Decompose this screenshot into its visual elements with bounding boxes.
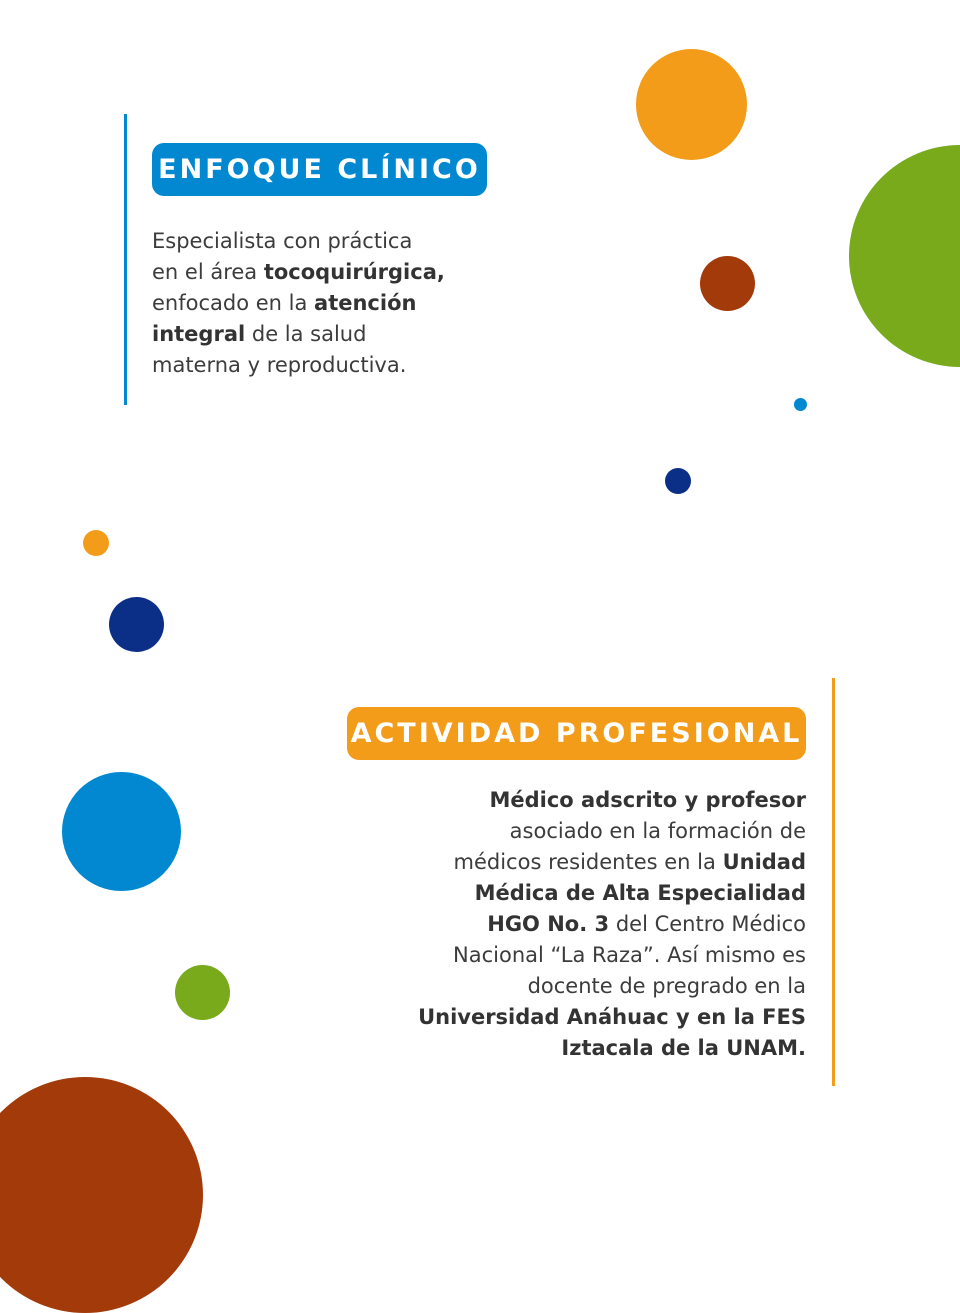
professional-text-line xyxy=(418,847,806,878)
bold-text-run: Médica de Alta Especialidad xyxy=(474,881,806,905)
professional-text-line xyxy=(418,909,806,940)
blue-dot-tiny xyxy=(794,398,807,411)
professional-text-line xyxy=(418,878,806,909)
text-run: en el área xyxy=(152,260,264,284)
text-run: docente de pregrado en la xyxy=(527,974,806,998)
navy-circle-medium-left xyxy=(109,597,164,652)
professional-text-line xyxy=(418,1033,806,1064)
text-run: Especialista con práctica xyxy=(152,229,413,253)
green-circle-large-right xyxy=(849,145,960,367)
text-run: médicos residentes en la xyxy=(453,850,723,874)
bold-text-run: Universidad Anáhuac y en la FES xyxy=(418,1005,806,1029)
brown-circle-large-bottom xyxy=(0,1077,203,1313)
professional-text-line xyxy=(418,971,806,1002)
bold-text-run: Unidad xyxy=(722,850,806,874)
professional-text-line xyxy=(418,1002,806,1033)
orange-circle-large-top xyxy=(636,49,747,160)
clinical-accent-line xyxy=(124,114,127,405)
bold-text-run: tocoquirúrgica, xyxy=(263,260,445,284)
clinical-text-line xyxy=(152,288,445,319)
clinical-heading: ENFOQUE CLÍNICO xyxy=(158,154,481,185)
clinical-heading-badge xyxy=(152,143,487,196)
orange-dot-small-left xyxy=(83,530,109,556)
text-run: de la salud xyxy=(245,322,367,346)
bold-text-run: HGO No. 3 xyxy=(487,912,610,936)
brown-circle-small-top xyxy=(700,256,755,311)
bold-text-run: integral xyxy=(152,322,246,346)
clinical-description xyxy=(152,226,445,381)
text-run: enfocado en la xyxy=(152,291,315,315)
text-run: del Centro Médico xyxy=(609,912,806,936)
professional-description xyxy=(418,785,806,1064)
text-run: Nacional “La Raza”. Así mismo es xyxy=(453,943,806,967)
blue-circle-large-left xyxy=(62,772,181,891)
professional-accent-line xyxy=(832,678,835,1086)
clinical-text-line xyxy=(152,319,445,350)
green-circle-medium-left xyxy=(175,965,230,1020)
bold-text-run: atención xyxy=(314,291,417,315)
text-run: materna y reproductiva. xyxy=(152,353,407,377)
professional-heading-badge xyxy=(347,707,806,760)
professional-text-line xyxy=(418,940,806,971)
bold-text-run: Iztacala de la UNAM. xyxy=(561,1036,806,1060)
professional-text-line xyxy=(418,785,806,816)
professional-text-line xyxy=(418,816,806,847)
professional-heading: ACTIVIDAD PROFESIONAL xyxy=(350,718,803,749)
text-run: asociado en la formación de xyxy=(509,819,806,843)
bold-text-run: Médico adscrito y profesor xyxy=(489,788,806,812)
navy-dot-small xyxy=(665,468,691,494)
clinical-text-line xyxy=(152,257,445,288)
clinical-text-line xyxy=(152,350,445,381)
clinical-text-line xyxy=(152,226,445,257)
